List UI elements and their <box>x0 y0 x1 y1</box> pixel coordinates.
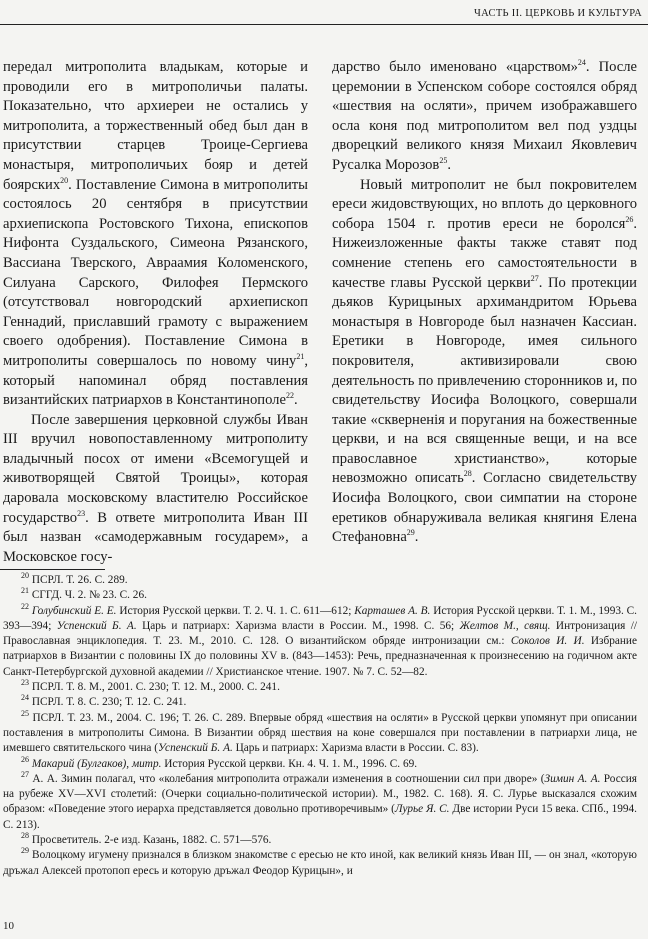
footnote-text: Две истории Руси 15 века. СПб., 1994. С. 213). <box>3 803 637 831</box>
footnote-text: А. А. Зимин полагал, что «колебания митрополита отражали изменения в соотношении сил при дворе» ( <box>29 772 545 785</box>
paragraph: Новый митрополит не был покровителем ереси жидовствующих, но вплоть до церковного собора 1504 г. против ереси не боролся$^{26}$. Нижеизложенные факты также ставят под сомнение степень его самостоятельности в качестве главы Русской церкви$^{27}$. По протекции дьяков Курицыных архимандритом Юрьева монастыря в Новгороде был назначен Кассиан. Еретики в Новгороде, имея сильного покровителя, активизировали свою деятельность по привлечению сторонников и, по свидетельству Иосифа Волоцкого, совершали такие «скверненія и поругания на божественные церкви, и на вся священные вещи, и на все православное христианство», которые невозможно описать$^{28}$. Согласно свидетельству Иосифа Волоцкого, свои симпатии на стороне еретиков обнаруживала великая княгиня Елена Стефановна$^{29}$. <box>332 176 637 546</box>
footnote-text: СГГД. Ч. 2. № 23. С. 26. <box>29 589 147 602</box>
footnote-number: 20 <box>21 571 29 581</box>
footnote <box>3 601 638 680</box>
footnote-number: 22 <box>21 601 29 611</box>
footnote-text: Волоцкому игумену признался в близком знакомстве с ересью не кто иной, как великий князь Иван III, — он знал, «которую дръжал Алексей протопоп ересь и которую дръжал Феодор Курицын», и <box>3 849 637 877</box>
footnote-number: 27 <box>21 770 29 780</box>
footnote-text: ПСРЛ. Т. 23. М., 2004. С. 196; Т. 26. С. 289. Впервые обряд «шествия на осляти» в Русской церкви упомянут при описании поставления в митрополиты Симона. В Византии обряд шествия на коне совершался при поставлении в патриархи лица, не имевшего святительского чина ( <box>3 711 637 755</box>
footnote-ref[interactable]: 29 <box>406 528 415 538</box>
footnote-author: Соколов И. И. <box>510 635 585 648</box>
footnote-ref[interactable]: 24 <box>577 58 586 68</box>
footnote-text: Интронизация // Православная энциклопедия. Т. 23. М., 2010. С. 128. О византийском обряде интронизации см.: <box>3 619 638 648</box>
footnote-number: 23 <box>21 678 29 688</box>
footnote-ref[interactable]: 28 <box>463 469 472 479</box>
footnote <box>3 695 637 710</box>
paragraph: дарство было именовано «царством»$^{24}$. После церемонии в Успенском соборе состоялся обряд «шествия на осляти», причем изображавшего осла коня под митрополитом вел под уздцы дворецкий великого князя Михаил Яковлевич Русалка Морозов$^{25}$. <box>332 58 637 173</box>
footnote <box>3 708 637 757</box>
footnotes <box>3 573 637 879</box>
footnote <box>3 588 637 603</box>
paragraph: передал митрополита владыкам, которые и проводили его в митрополичьи палаты. Показательно, что архиереи не остались у митрополита, а торжественный обед был дан в присутствии старцев Троице-Сергиева монастыря, митрополичьих бояр и детей боярских$^{20}$. Поставление Симона в митрополиты состоялось 20 сентября в присутствии архиепископа Ростовского Тихона, епископов Нифонта Суздальского, Симеона Рязанского, Вассиана Тверского, Авраамия Коломенского, Силуана Сарского, Филофея Пермского (отсутствовал новгородский архиепископ Геннадий, приславший грамоту с выражением своего одобрения). Поставление Симона в митрополиты совершалось по новому чину$^{21}$, который напоминал обряд поставления византийских патриархов в Константинополе$^{22}$. <box>3 59 308 409</box>
footnote <box>3 833 637 848</box>
footnote-text: История Русской церкви. Т. 1. М., 1993. С. 393—394; <box>3 604 638 632</box>
right-column <box>332 58 637 548</box>
footnote-author: Макарий (Булгаков), митр. <box>31 757 162 770</box>
footnote-text: Россия на рубеже XV—XVI столетий: (Очерки социально-политической истории). М., 1982. С. 168). Я. С. Лурье высказался схожим образом: «Поведение этого иерарха представляется довольно противоречивым» ( <box>3 772 637 816</box>
footnote <box>3 754 637 772</box>
footnote-author: Желтов М., свящ. <box>459 619 551 632</box>
footnote-number: 28 <box>21 831 29 841</box>
footnote-author: Голубинский Е. Е. <box>31 604 117 617</box>
footnote-number: 25 <box>21 708 29 718</box>
footnote <box>3 680 637 695</box>
paragraph: После завершения церковной службы Иван III вручил новопоставленному митрополиту владычный посох от имени «Всемогущей и животворящей Святой Троицы», которая даровала московскому властителю Российское государство$^{23}$. В ответе митрополита Иван III был назван «самодержавным государем», а Московское госу- <box>3 411 308 565</box>
footnote-text: История Русской церкви. Т. 2. Ч. 1. С. 611—612; <box>116 604 355 617</box>
footnote <box>3 573 637 588</box>
footnote-text: ПСРЛ. Т. 26. С. 289. <box>29 574 128 586</box>
footnote-text: ПСРЛ. Т. 8. М., 2001. С. 230; Т. 12. М., 2000. С. 241. <box>29 681 280 694</box>
footnote-ref[interactable]: 23 <box>77 508 86 518</box>
footnote-text: Царь и патриарх: Харизма власти в России. С. 83). <box>232 742 479 755</box>
footnote-ref[interactable]: 22 <box>285 391 294 401</box>
footnote-text: Избрание патриархов в Византии с половины IX до половины XV в. (843—1453): Речь, предназначенная к произнесению на годичном акте Санкт-Петербургской духовной академии // Христианское чтение. 1907. № 7. С. 52—82. <box>3 635 637 678</box>
footnote-ref[interactable]: 26 <box>625 214 634 224</box>
footnote-text: ПСРЛ. Т. 8. С. 230; Т. 12. С. 241. <box>29 696 187 709</box>
footnote-ref[interactable]: 20 <box>60 175 69 185</box>
footnote <box>3 772 637 833</box>
page-number: 10 <box>3 920 14 932</box>
running-head: ЧАСТЬ II. ЦЕРКОВЬ И КУЛЬТУРА <box>474 8 642 19</box>
footnotes-rule <box>0 569 105 570</box>
footnote-text: История Русской церкви. Кн. 4. Ч. 1. М., 1996. С. 69. <box>161 757 418 770</box>
left-column <box>3 58 308 567</box>
footnote-author: Зимин А. А. <box>544 772 601 785</box>
footnote-ref[interactable]: 27 <box>530 273 539 283</box>
header-rule <box>0 24 648 25</box>
footnote-author: Успенский Б. А. <box>56 619 137 632</box>
footnote-number: 26 <box>21 754 29 764</box>
footnote-ref[interactable]: 25 <box>439 156 448 166</box>
footnote-author: Карташев А. В. <box>354 604 431 617</box>
footnote-ref[interactable]: 21 <box>296 352 305 362</box>
footnote-number: 21 <box>21 586 29 596</box>
footnote-author: Лурье Я. С. <box>394 803 450 816</box>
footnote-number: 24 <box>21 693 29 703</box>
footnote <box>3 848 637 879</box>
footnote-author: Успенский Б. А. <box>157 742 233 755</box>
footnote-text: Просветитель. 2-е изд. Казань, 1882. С. 571—576. <box>29 834 272 847</box>
footnote-number: 29 <box>21 846 29 856</box>
footnote-text: Царь и патриарх: Харизма власти в России. М., 1998. С. 56; <box>136 619 460 632</box>
